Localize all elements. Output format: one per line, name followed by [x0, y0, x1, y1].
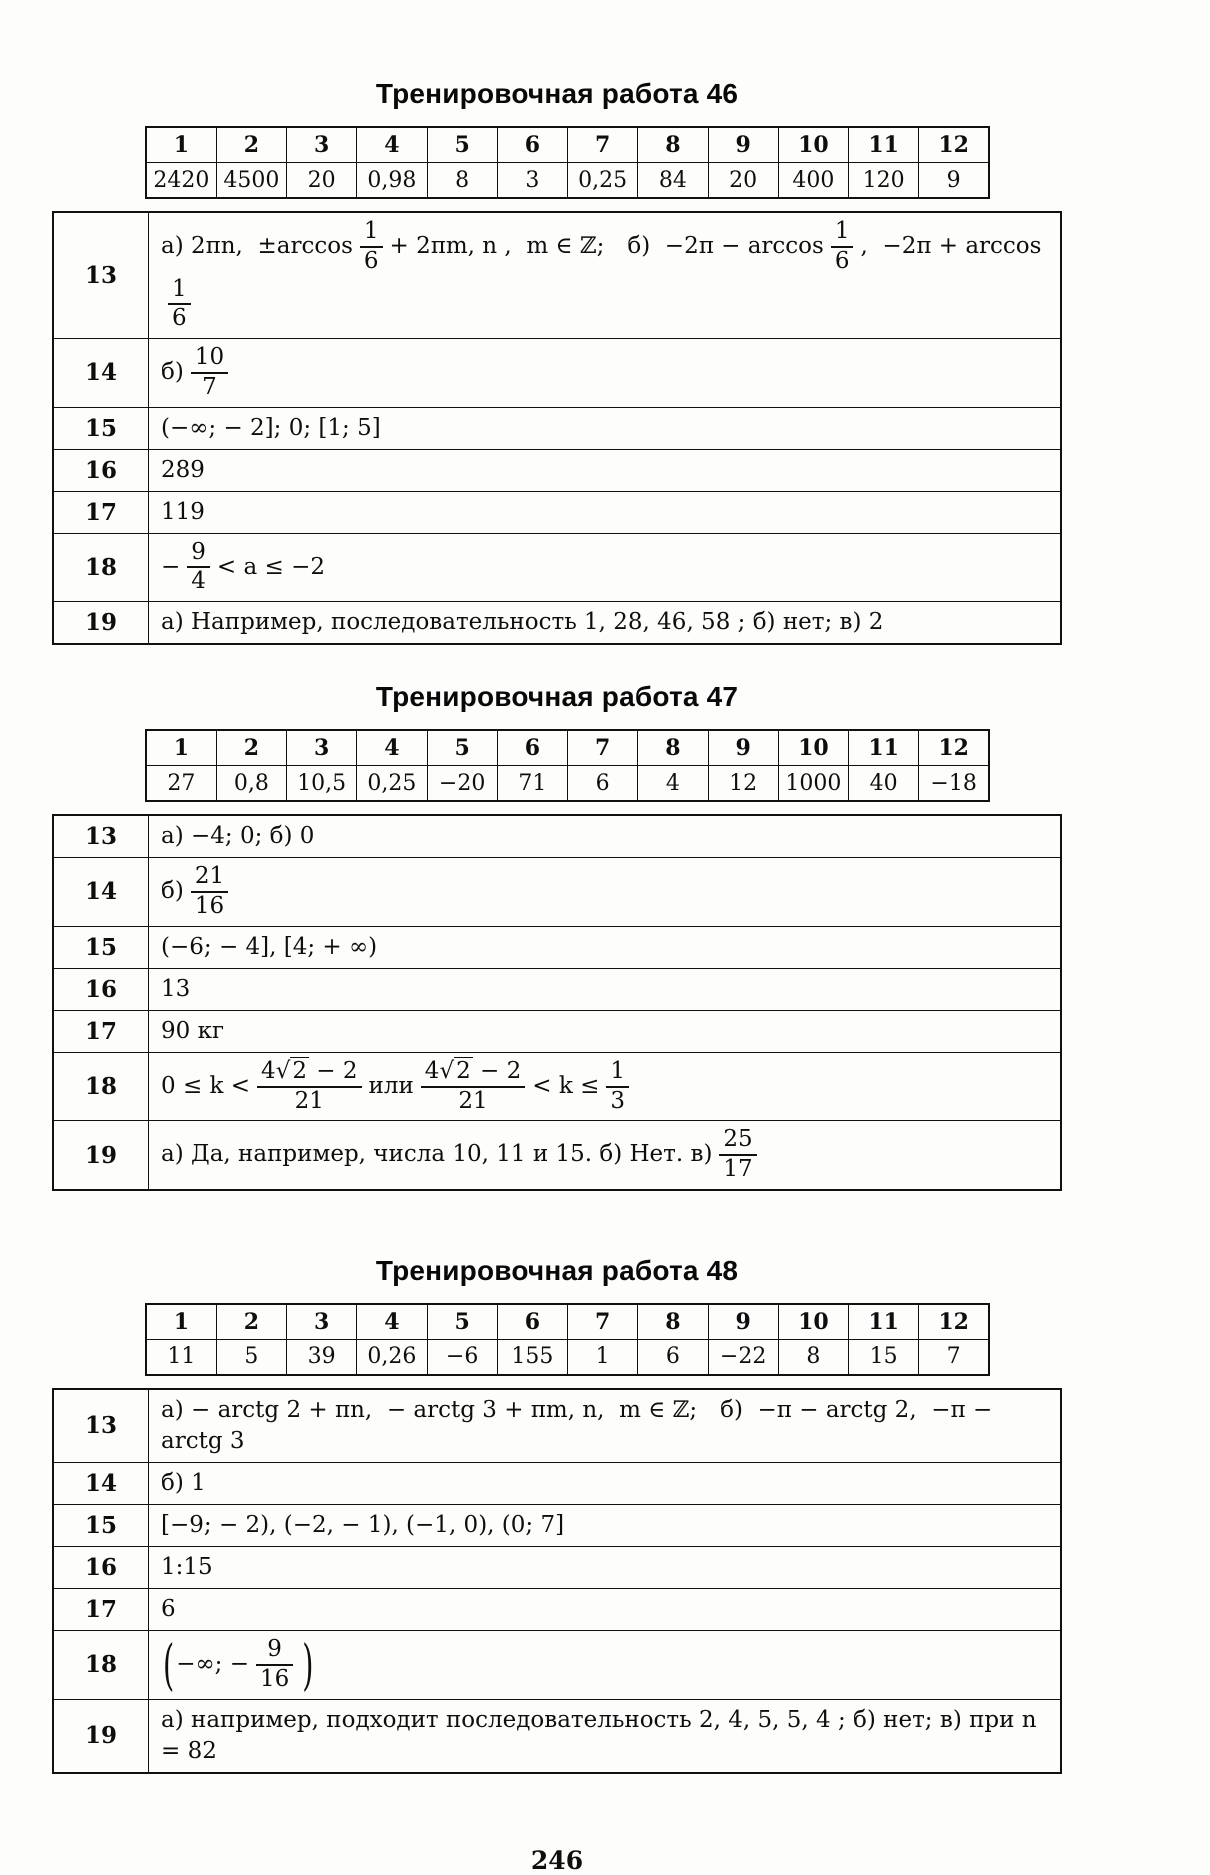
answer-number: 16	[53, 1547, 149, 1589]
answer-text: б) 1	[161, 1469, 206, 1496]
grid-header-cell: 9	[708, 730, 778, 766]
answer-text: а) например, подходит последовательность 2, 4, 5, 5, 4 ; б) нет; в) при n = 82	[161, 1706, 1044, 1764]
grid-value-cell: 12	[708, 766, 778, 802]
fraction	[360, 219, 383, 275]
grid-header-cell: 4	[357, 730, 427, 766]
answers-grid	[145, 126, 990, 199]
grid-value-cell: 0,26	[357, 1339, 427, 1375]
answer-content	[149, 1699, 1062, 1773]
numerator: 1	[360, 219, 383, 248]
answer-number: 13	[53, 815, 149, 858]
grid-value-cell: 9	[919, 163, 989, 199]
answer-row	[53, 968, 1061, 1010]
grid-header-cell: 5	[427, 730, 497, 766]
answer-number: 19	[53, 602, 149, 645]
grid-header-cell: 1	[146, 127, 216, 163]
grid-header-cell: 2	[216, 127, 286, 163]
grid-value-cell: 155	[497, 1339, 567, 1375]
grid-value-cell: 0,98	[357, 163, 427, 199]
answer-content	[149, 602, 1062, 645]
grid-header-cell: 11	[849, 1304, 919, 1340]
grid-header-cell: 9	[708, 1304, 778, 1340]
answer-content	[149, 1121, 1062, 1190]
grid-value-cell: 10,5	[287, 766, 357, 802]
grid-value-cell: 71	[497, 766, 567, 802]
grid-header-cell: 4	[357, 1304, 427, 1340]
grid-header-cell: 8	[638, 730, 708, 766]
grid-value-cell: 6	[568, 766, 638, 802]
answer-content	[149, 212, 1062, 339]
answer-content	[149, 1589, 1062, 1631]
grid-value-cell: 40	[849, 766, 919, 802]
answer-number: 18	[53, 533, 149, 602]
answer-content	[149, 926, 1062, 968]
denominator: 6	[834, 247, 850, 274]
grid-header-cell: 12	[919, 730, 989, 766]
big-paren: )	[302, 1631, 314, 1697]
answer-content	[149, 407, 1062, 449]
numerator: 1	[168, 277, 191, 306]
answer-text: а) Например, последовательность 1, 28, 46, 58 ; б) нет; в) 2	[161, 609, 884, 636]
answer-row	[53, 602, 1061, 645]
grid-value-cell: 27	[146, 766, 216, 802]
grid-value-cell: 11	[146, 1339, 216, 1375]
grid-header-cell: 2	[216, 730, 286, 766]
answer-number: 13	[53, 1389, 149, 1463]
grid-value-cell: 0,8	[216, 766, 286, 802]
answer-content	[149, 339, 1062, 408]
page-number: 246	[530, 1845, 584, 1875]
answer-text: + 2πm, n , m ∈ ℤ;	[389, 232, 605, 259]
fraction	[606, 1059, 629, 1115]
grid-value-row	[146, 163, 989, 199]
answer-text: б)	[161, 877, 184, 904]
grid-value-cell: 2420	[146, 163, 216, 199]
answers-body	[53, 212, 1061, 644]
grid-value-cell: −6	[427, 1339, 497, 1375]
answer-row	[53, 533, 1061, 602]
answer-row	[53, 1462, 1061, 1504]
grid-header-row	[146, 1304, 989, 1340]
grid-header-cell: 7	[568, 127, 638, 163]
denominator: 3	[610, 1087, 626, 1114]
answer-content	[149, 1389, 1062, 1463]
grid-value-cell: 0,25	[357, 766, 427, 802]
grid-value-cell: 4	[638, 766, 708, 802]
answer-content	[149, 491, 1062, 533]
grid-value-row	[146, 1339, 989, 1375]
answer-number: 14	[53, 1462, 149, 1504]
grid-value-cell: −20	[427, 766, 497, 802]
section-title: Тренировочная работа 47	[375, 681, 739, 713]
grid-value-cell: 84	[638, 163, 708, 199]
grid-header-cell: 3	[287, 127, 357, 163]
answer-row	[53, 815, 1061, 858]
grid-value-cell: −22	[708, 1339, 778, 1375]
fraction	[191, 864, 228, 920]
grid-header-cell: 8	[638, 1304, 708, 1340]
grid-value-cell: 15	[849, 1339, 919, 1375]
grid-header-cell: 12	[919, 127, 989, 163]
numerator: 4√2 − 2	[421, 1059, 525, 1088]
answer-content	[149, 1631, 1062, 1700]
answer-text: < k ≤	[532, 1072, 600, 1099]
grid-header-row	[146, 730, 989, 766]
answer-row	[53, 1505, 1061, 1547]
answer-text: 289	[161, 456, 205, 483]
grid-value-cell: 4500	[216, 163, 286, 199]
grid-header-cell: 8	[638, 127, 708, 163]
grid-value-row	[146, 766, 989, 802]
answer-text: 6	[161, 1596, 176, 1623]
answer-text: б) −2π − arccos	[604, 232, 824, 259]
answer-content	[149, 968, 1062, 1010]
fraction	[421, 1059, 525, 1115]
grid-header-cell: 2	[216, 1304, 286, 1340]
answer-content	[149, 533, 1062, 602]
answer-text: б)	[161, 358, 184, 385]
numerator: 25	[719, 1127, 756, 1156]
grid-header-cell: 3	[287, 730, 357, 766]
answer-number: 17	[53, 491, 149, 533]
grid-header-cell: 12	[919, 1304, 989, 1340]
fraction	[719, 1127, 756, 1183]
answer-row	[53, 407, 1061, 449]
numerator: 1	[831, 219, 854, 248]
answer-text: а) −4; 0; б) 0	[161, 823, 315, 850]
grid-header-cell: 1	[146, 1304, 216, 1340]
answer-text: 90 кг	[161, 1017, 225, 1044]
grid-header-cell: 10	[778, 1304, 848, 1340]
numerator: 1	[606, 1059, 629, 1088]
answer-content	[149, 1052, 1062, 1121]
grid-header-row	[146, 127, 989, 163]
sqrt-icon: √2	[275, 1057, 307, 1084]
denominator: 7	[202, 373, 217, 400]
fraction	[168, 277, 191, 333]
denominator: 6	[172, 305, 187, 332]
grid-value-cell: 20	[287, 163, 357, 199]
denominator: 4	[191, 568, 206, 595]
answer-text: а) 2πn, ±arccos	[161, 232, 353, 259]
denominator: 16	[194, 892, 225, 919]
fraction	[191, 345, 228, 401]
grid-value-cell: 8	[778, 1339, 848, 1375]
answer-text: −	[161, 553, 181, 580]
answers-table	[52, 1388, 1062, 1774]
answers-table	[52, 211, 1062, 645]
grid-value-cell: 3	[497, 163, 567, 199]
grid-header-cell: 10	[778, 730, 848, 766]
fraction	[831, 219, 854, 275]
grid-header-cell: 6	[497, 127, 567, 163]
denominator: 21	[458, 1087, 488, 1114]
answer-content	[149, 449, 1062, 491]
answer-text: (−∞; − 2]; 0; [1; 5]	[161, 414, 381, 441]
denominator: 17	[723, 1156, 753, 1183]
section-title: Тренировочная работа 48	[375, 1254, 739, 1286]
answer-row	[53, 1589, 1061, 1631]
answer-number: 15	[53, 926, 149, 968]
grid-header-cell: 5	[427, 127, 497, 163]
sqrt-radicand: 2	[456, 1057, 471, 1084]
answer-row	[53, 1052, 1061, 1121]
grid-value-cell: 1	[568, 1339, 638, 1375]
denominator: 21	[294, 1087, 324, 1114]
big-paren: (	[163, 1631, 175, 1697]
grid-value-cell: 6	[638, 1339, 708, 1375]
answer-text: −∞; −	[176, 1650, 249, 1677]
grid-header-cell: 6	[497, 1304, 567, 1340]
answer-content	[149, 858, 1062, 927]
answer-number: 19	[53, 1699, 149, 1773]
answer-row	[53, 926, 1061, 968]
grid-header-cell: 4	[357, 127, 427, 163]
answer-number: 14	[53, 858, 149, 927]
grid-value-cell: −18	[919, 766, 989, 802]
grid-header-cell: 7	[568, 1304, 638, 1340]
answer-row	[53, 1010, 1061, 1052]
section-title: Тренировочная работа 46	[375, 78, 739, 109]
grid-value-cell: 120	[849, 163, 919, 199]
answer-row	[53, 449, 1061, 491]
grid-header-cell: 5	[427, 1304, 497, 1340]
answer-text: < a ≤ −2	[216, 553, 326, 580]
answer-row	[53, 1121, 1061, 1190]
sqrt-radicand: 2	[292, 1057, 307, 1084]
answer-number: 17	[53, 1589, 149, 1631]
numerator: 21	[191, 864, 228, 893]
grid-header-cell: 3	[287, 1304, 357, 1340]
grid-header-cell: 11	[849, 127, 919, 163]
grid-value-cell: 8	[427, 163, 497, 199]
answer-content	[149, 1505, 1062, 1547]
denominator: 16	[259, 1665, 290, 1692]
answer-row	[53, 1631, 1061, 1700]
answer-number: 14	[53, 339, 149, 408]
grid-value-cell: 5	[216, 1339, 286, 1375]
grid-header-cell: 11	[849, 730, 919, 766]
answers-grid	[145, 729, 990, 802]
answer-text: (−6; − 4], [4; + ∞)	[161, 933, 378, 960]
fraction	[257, 1059, 361, 1115]
numerator: 9	[256, 1637, 293, 1666]
grid-value-cell: 1000	[778, 766, 848, 802]
answer-number: 16	[53, 449, 149, 491]
answer-text: 0 ≤ k <	[161, 1072, 251, 1099]
grid-value-cell: 20	[708, 163, 778, 199]
answer-number: 16	[53, 968, 149, 1010]
answer-row	[53, 339, 1061, 408]
answer-number: 13	[53, 212, 149, 339]
answer-number: 18	[53, 1631, 149, 1700]
answer-text: а) Да, например, числа 10, 11 и 15. б) Нет. в)	[161, 1141, 713, 1168]
answer-text: 1:15	[161, 1554, 213, 1581]
grid-header-cell: 6	[497, 730, 567, 766]
numerator: 10	[191, 345, 228, 374]
answer-row	[53, 491, 1061, 533]
grid-value-cell: 400	[778, 163, 848, 199]
grid-header-cell: 9	[708, 127, 778, 163]
answers-grid	[145, 1303, 990, 1376]
grid-header-cell: 10	[778, 127, 848, 163]
answer-content	[149, 1462, 1062, 1504]
grid-header-cell: 7	[568, 730, 638, 766]
fraction	[187, 540, 210, 596]
page-content	[52, 0, 1062, 1875]
answer-number: 15	[53, 407, 149, 449]
answer-number: 19	[53, 1121, 149, 1190]
answer-text: или	[368, 1072, 414, 1099]
answer-number: 18	[53, 1052, 149, 1121]
answer-row	[53, 1389, 1061, 1463]
answer-text: 13	[161, 975, 191, 1002]
answers-body	[53, 815, 1061, 1190]
answer-row	[53, 858, 1061, 927]
answer-number: 15	[53, 1505, 149, 1547]
answer-text: 119	[161, 498, 205, 525]
answer-row	[53, 212, 1061, 339]
sqrt-icon: √2	[439, 1057, 471, 1084]
fraction	[256, 1637, 293, 1693]
grid-header-cell: 1	[146, 730, 216, 766]
denominator: 6	[363, 247, 379, 274]
answer-row	[53, 1547, 1061, 1589]
answer-row	[53, 1699, 1061, 1773]
grid-value-cell: 7	[919, 1339, 989, 1375]
answer-text: а) − arctg 2 + πn, − arctg 3 + πm, n, m ∈ ℤ; б) −π − arctg 2, −π − arctg 3	[161, 1396, 1000, 1454]
answers-table	[52, 814, 1062, 1191]
answers-body	[53, 1389, 1061, 1773]
answer-number: 17	[53, 1010, 149, 1052]
section-work-46	[52, 0, 1062, 645]
answer-text: [−9; − 2), (−2, − 1), (−1, 0), (0; 7]	[161, 1512, 565, 1539]
section-work-48	[52, 1191, 1062, 1774]
answer-content	[149, 1547, 1062, 1589]
numerator: 9	[187, 540, 210, 569]
grid-value-cell: 0,25	[568, 163, 638, 199]
answer-content	[149, 1010, 1062, 1052]
answer-text: , −2π + arccos	[860, 232, 1042, 259]
numerator: 4√2 − 2	[257, 1059, 361, 1088]
grid-value-cell: 39	[287, 1339, 357, 1375]
answer-content	[149, 815, 1062, 858]
section-work-47	[52, 645, 1062, 1191]
